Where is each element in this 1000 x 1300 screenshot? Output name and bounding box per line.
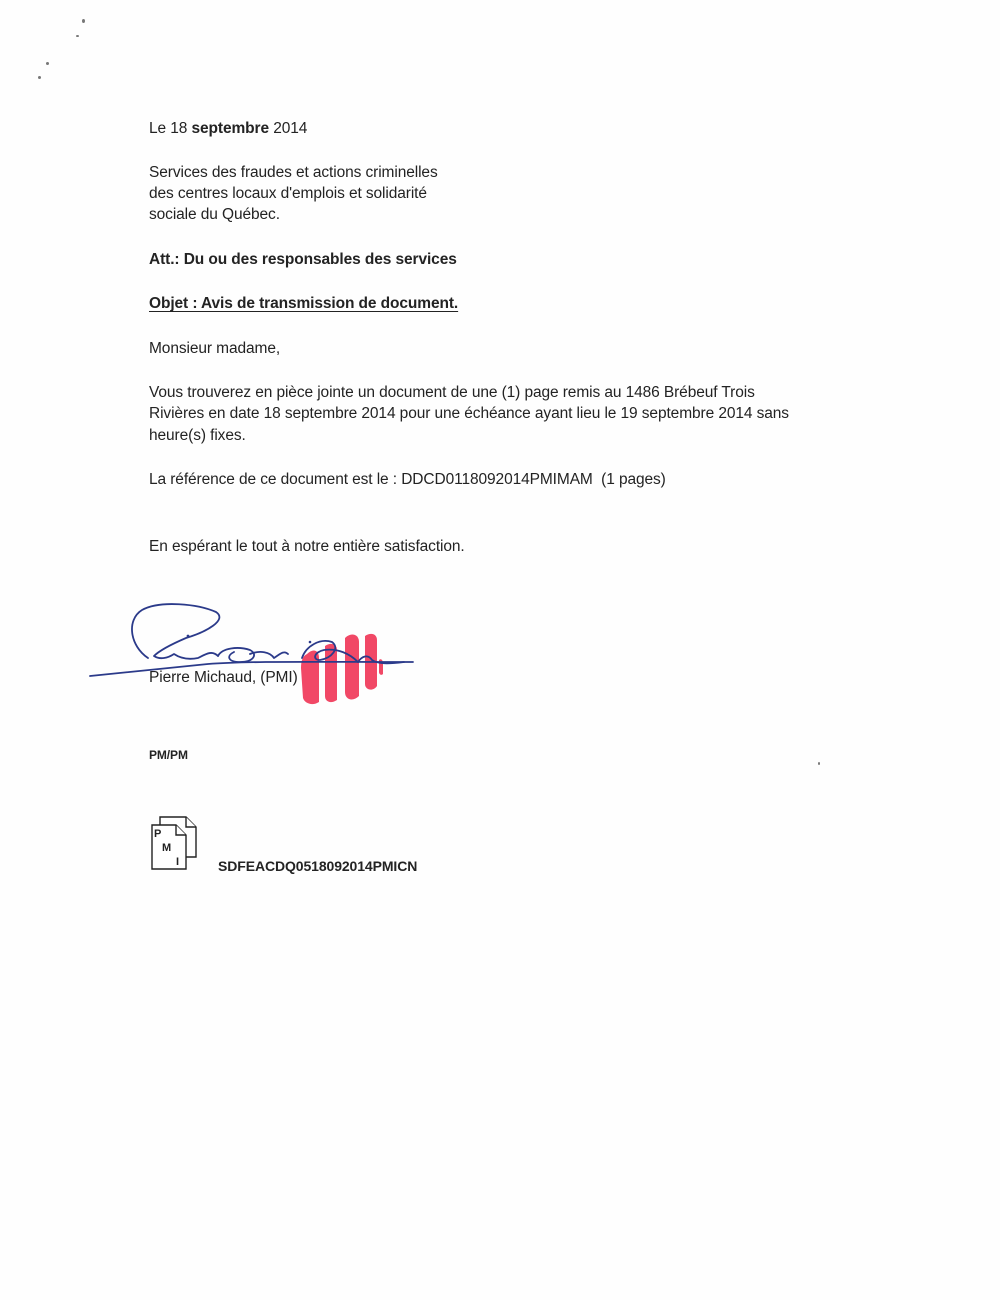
date-month: septembre — [191, 120, 269, 137]
icon-letter-p: P — [154, 828, 162, 840]
closing-line: En espérant le tout à notre entière satisfaction. — [149, 538, 465, 555]
icon-letter-i: I — [176, 856, 180, 868]
scan-speck — [38, 76, 41, 79]
typist-initials: PM/PM — [149, 748, 188, 762]
recipient-line-2: des centres locaux d'emplois et solidarité — [149, 185, 427, 202]
signatory-name: Pierre Michaud, (PMI) — [149, 669, 298, 686]
scan-speck — [46, 62, 49, 65]
pmi-document-icon — [150, 815, 200, 873]
body-line-2: Rivières en date 18 septembre 2014 pour une échéance ayant lieu le 19 septembre 2014 sans — [149, 405, 789, 422]
reference-line: La référence de ce document est le : DDCD0118092014PMIMAM (1 pages) — [149, 471, 666, 488]
scan-speck — [76, 35, 79, 37]
date-year: 2014 — [269, 120, 308, 137]
date-day: Le 18 — [149, 120, 192, 137]
letter-date — [149, 118, 307, 139]
salutation: Monsieur madame, — [149, 340, 281, 357]
body-line-3: heure(s) fixes. — [149, 427, 246, 444]
scan-speck — [818, 762, 820, 765]
attention-line: Att.: Du ou des responsables des services — [149, 251, 457, 268]
scan-speck — [82, 19, 85, 23]
subject-line: Objet : Avis de transmission de document. — [149, 295, 459, 312]
recipient-line-3: sociale du Québec. — [149, 206, 280, 223]
attachment-code: SDFEACDQ0518092014PMICN — [218, 858, 418, 874]
body-line-1: Vous trouverez en pièce jointe un document de une (1) page remis au 1486 Brébeuf Trois — [149, 384, 755, 401]
icon-letter-m: M — [162, 842, 172, 854]
recipient-line-1: Services des fraudes et actions criminelles — [149, 164, 438, 181]
